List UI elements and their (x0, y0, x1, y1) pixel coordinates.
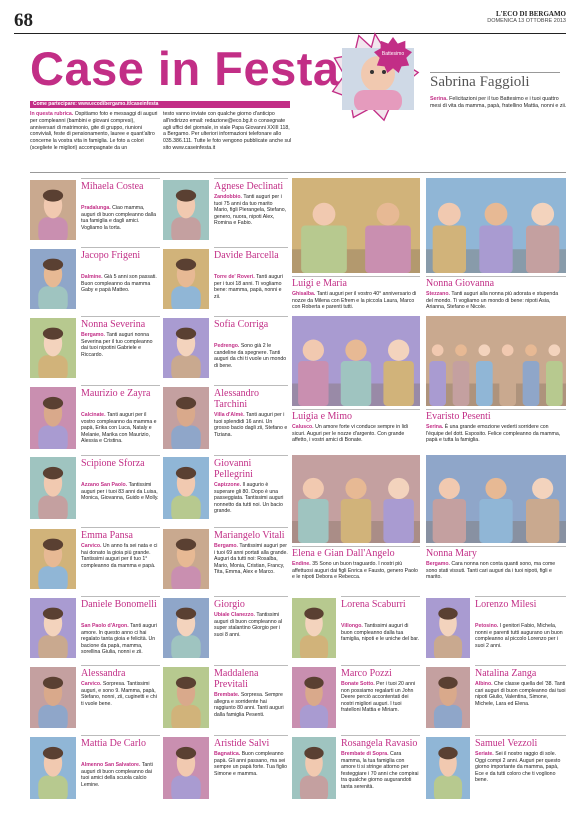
entry-message: Tanti auguri per i tuoi splendidi 16 anni. Un grosso bacio dagli zii, Stefano e Tiziana. (214, 412, 288, 438)
entry-place: Capizzone. (214, 482, 243, 488)
entry-text (214, 274, 288, 300)
entry-place: Bonate Sotto. (341, 681, 377, 687)
entry-place: Petosino. (475, 623, 500, 629)
entry-block (292, 665, 420, 732)
group-name: Nonna Mary (426, 548, 477, 559)
group-entry-block (292, 316, 420, 444)
entry-place: Azzano San Paolo. (81, 482, 129, 488)
header-rule (14, 33, 566, 34)
entry-block (426, 735, 566, 813)
entry-photo (163, 598, 209, 658)
group-text (426, 291, 566, 311)
entry-message: Tantissimi auguri di buon compleanno dalla tua famiglia, nipoti e le uniche del bar. (341, 623, 420, 643)
entry-name: Mihaela Costea (81, 181, 144, 192)
entry-block (30, 385, 160, 453)
entry-photo (163, 667, 209, 728)
group-separator (292, 409, 420, 410)
entry-block (30, 596, 160, 662)
featured-name: Sabrina Faggioli (430, 74, 530, 90)
entry-text (81, 762, 160, 788)
entry-block (426, 596, 566, 662)
group-place: Ghisalba. (292, 291, 317, 297)
entry-text (214, 751, 288, 777)
group-entry-block (426, 178, 566, 311)
entry-photo (163, 387, 209, 449)
entry-separator (214, 665, 288, 666)
entry-name: Alessandro Tarchini (214, 388, 259, 410)
entry-photo (30, 598, 76, 658)
entry-text (214, 543, 288, 576)
entry-message: Sorpresa. Tantissimi auguri, e sono 9. Mamma, papà, Stefano, nonni, zii, cuginetti e chi ti vuole bene. (81, 681, 157, 707)
entry-name: Rosangela Ravasio (341, 738, 418, 749)
entry-block (30, 316, 160, 382)
entry-place: Bagnatica. (214, 751, 242, 757)
group-place: Stezzano. (426, 291, 452, 297)
entry-message: Tantissimi auguri di buon compleanno al super stalantino Giorgio per i suoi 8 anni. (214, 612, 283, 638)
entry-photo (292, 667, 336, 728)
entry-separator (214, 527, 288, 528)
entry-separator (475, 665, 566, 666)
entry-place: Brembate di Sopra. (341, 751, 391, 757)
group-photo (426, 455, 566, 543)
group-entry-block (426, 455, 566, 581)
entry-separator (214, 455, 288, 456)
entry-separator (81, 385, 160, 386)
entry-separator (475, 596, 566, 597)
entry-block (30, 665, 160, 732)
entry-message: Sono già 2 le candeline da spegnere. Tanti auguri da chi ti vuole un mondo di bene. (214, 343, 287, 369)
entry-text (214, 692, 288, 718)
entry-name: Samuel Vezzoli (475, 738, 538, 749)
group-photo (426, 316, 566, 406)
entry-message: Per i tuoi 20 anni non possiamo regalarti un John Deere perciò accontentati dei nostri migliori auguri. I tuoi fratelloni Mattia e Miriam. (341, 681, 416, 714)
featured-place: Serina. (430, 96, 448, 102)
entry-photo (163, 318, 209, 378)
entry-name: Maurizio e Zayra (81, 388, 151, 399)
group-place: Bergamo. (426, 561, 452, 567)
entry-photo (30, 249, 76, 309)
group-place: Endine. (292, 561, 313, 567)
entry-message: Tanti auguri per i tuoi 18 anni. Ti vogliamo bene: mamma, papà, nonni e zii. (214, 274, 283, 300)
entry-place: Zandobbio. (214, 194, 244, 200)
entry-place: Almenno San Salvatore. (81, 762, 142, 768)
group-name: Elena e Gian Dall'Angelo (292, 548, 395, 559)
group-photo (292, 316, 420, 406)
group-name: Evaristo Pesenti (426, 411, 491, 422)
entry-place: Albino. (475, 681, 495, 687)
entry-text (475, 751, 566, 784)
entry-separator (81, 596, 160, 597)
entry-message: Già 5 anni son passati. Buon compleanno da mamma Gaby e papà Matteo. (81, 274, 157, 294)
publication-date: DOMENICA 13 OTTOBRE 2013 (487, 18, 566, 24)
group-separator (292, 276, 420, 277)
group-message: Tanti auguri alla nonna più adorata e stupenda del mondo. Ti vogliamo un mondo di bene: nipoti Asia, Arianna, Stefano e Nicole. (426, 291, 559, 311)
group-entry-block (292, 178, 420, 311)
masthead (487, 10, 566, 24)
group-photo (292, 178, 420, 273)
entry-name: Emma Pansa (81, 530, 133, 541)
entry-name: Daniele Bonomelli (81, 599, 157, 610)
group-entry-block (426, 316, 566, 444)
entry-separator (214, 178, 288, 179)
group-text (426, 424, 566, 444)
entry-message: Tantissimi auguri per i tuoi 69 anni portati alla grande. Auguri da tutti noi: Rosalba, Mario, Monia, Cristian, Francy, Tita, Emma, Alex e Marco. (214, 543, 288, 576)
entry-photo (163, 249, 209, 309)
entry-photo (30, 529, 76, 589)
entry-place: Torre de' Roveri. (214, 274, 257, 280)
entry-place: Pedrengo. (214, 343, 241, 349)
group-message: È una grande emozione vederti sorridere con l'équipe del dott. Esposito. Felice compleanno da mamma, papà e tutta la famiglia. (426, 424, 561, 444)
entry-name: Maddalena Previtali (214, 668, 259, 690)
entry-separator (214, 596, 288, 597)
entry-message: Tanti auguri per i tuoi 75 anni da tuo marito Mario, figli Pierangela, Stefano, genero, nuora, nipoti Alex, Romina e Fabio. (214, 194, 287, 227)
entry-text (81, 205, 160, 231)
group-text (426, 561, 566, 581)
entry-text (214, 343, 288, 369)
entry-block (163, 247, 288, 313)
entry-block (30, 178, 160, 244)
entry-text (81, 543, 160, 569)
entry-message: Buon compleanno papà. Gli anni passano, ma sei sempre un papà forte. Tua figlio Simone e mamma. (214, 751, 287, 777)
entry-block (163, 527, 288, 593)
entry-block (163, 178, 288, 244)
entry-message: Tanti auguri amore. In questo anno ci hai regalato tanta gioia e felicità. Un bacione da papà, mamma, sorellina Giulia, nonni e zii. (81, 623, 157, 656)
featured-message: Felicitazioni per il tuo Battesimo e i tuoi quattro mesi di vita da mamma, papà, fratellino Mattia, nonni e zii. (430, 96, 567, 110)
entry-message: Che classe quella del '38. Tanti cari auguri di buon compleanno dai tuoi nipoti Giulio, Valentina, Simone, Michele, Lara ed Elena. (475, 681, 566, 707)
group-separator (426, 409, 566, 410)
entry-name: Mariangelo Vitali (214, 530, 285, 541)
entry-separator (214, 735, 288, 736)
page-title: Case in Festa (30, 42, 340, 95)
entry-photo (163, 529, 209, 589)
entry-name: Lorenzo Milesi (475, 599, 537, 610)
entry-name: Giovanni Pellegrini (214, 458, 253, 480)
entry-message: Cara mamma, la tua famiglia con amore ti si stringe attorno per festeggiare i 70 anni che compirai tra qualche giorno augurandoti tanta serenità. (341, 751, 419, 790)
entry-text (214, 194, 288, 227)
entry-photo (163, 457, 209, 519)
entry-separator (341, 596, 420, 597)
entry-text (214, 612, 288, 638)
entry-text (81, 274, 160, 294)
entry-text (81, 623, 160, 656)
entry-separator (81, 735, 160, 736)
entry-name: Nonna Severina (81, 319, 146, 330)
entry-separator (81, 316, 160, 317)
entry-message: Un anno fa sei nata e ci hai donato la gioia più grande. Tantissimi auguri per il tuo 1° compleanno da mamma e papà. (81, 543, 158, 569)
entry-block (163, 665, 288, 732)
intro-text-2: testo vanno inviate con qualche giorno d'anticipo all'indirizzo email: redazione@eco.bg.it o consegnate agli uffici del giornale, in viale Papa Giovanni XXIII 118, a Bergamo. Per ulteriori informazioni telefonare allo 035.386.111. Tutte le foto vengono pubblicate anche sul sito www.caseinfesta.it (163, 111, 292, 151)
entry-separator (81, 247, 160, 248)
entry-photo (30, 737, 76, 799)
entry-place: Seriate. (475, 751, 496, 757)
entry-photo (163, 180, 209, 240)
entry-message: Sorpresa. Sempre allegra e sorridente hai raggiunto 80 anni. Tanti auguri dalla famiglia Pesenti. (214, 692, 284, 718)
intro-col-1 (30, 111, 158, 152)
entry-name: Sofia Corriga (214, 319, 269, 330)
entry-text (475, 681, 566, 707)
entry-name: Alessandra (81, 668, 126, 679)
entry-text (341, 623, 420, 643)
entry-text (214, 482, 288, 515)
entry-block (426, 665, 566, 732)
group-name: Luigia e Mimo (292, 411, 352, 422)
group-name: Nonna Giovanna (426, 278, 495, 289)
entry-name: Agnese Declinati (214, 181, 284, 192)
section-rule (30, 172, 566, 173)
entry-message: Sei il nostro raggio di sole. Oggi compi 2 anni. Auguri per questo giorno importante da mamma, papà, Ece e da tutti coloro che ti vogliono bene. (475, 751, 561, 784)
entry-photo (426, 598, 470, 658)
entry-name: Mattia De Carlo (81, 738, 146, 749)
entry-place: Brembate. (214, 692, 241, 698)
intro-text-1: Ospitiamo foto e messaggi di auguri per compleanni (bambini e giovani compresi), anniversari di matrimonio, gite di gruppo, riunioni conviviali, feste di pensionamento, lauree e quant'altro concerne la vostra vita in famiglia. Le foto a colori (scegliete le migliori) accompagnate da un (30, 111, 158, 151)
entry-photo (426, 667, 470, 728)
participate-link[interactable]: Come partecipare: www.ecodibergamo.it/caseinfesta (33, 101, 159, 107)
entry-separator (214, 385, 288, 386)
entry-place: Villongo. (341, 623, 365, 629)
entry-message: Tanti auguri di buon compleanno dai tuoi amici della scuola calcio Lemine. (81, 762, 153, 788)
entry-message: I genitori Fabio, Michela, nonni e parenti tutti augurano un buon compleanno al piccolo Lorenzo per i suoi 2 anni. (475, 623, 563, 649)
entry-message: Ciao mamma, auguri di buon compleanno dalla tua famiglia e dagli amici. Vogliamo la torta. (81, 205, 156, 231)
entry-text (341, 751, 420, 791)
entry-separator (81, 455, 160, 456)
entry-name: Lorena Scaburri (341, 599, 406, 610)
entry-message: Il augurio è superare gli 80. Dopo è una passeggiata. Tantissimi auguri nonnetto da tutti noi. Un bacio grande. (214, 482, 284, 515)
group-separator (292, 546, 420, 547)
entry-name: Marco Pozzi (341, 668, 392, 679)
entry-block (292, 596, 420, 662)
entry-place: Dalmine. (81, 274, 105, 280)
entry-text (475, 623, 566, 649)
group-text (292, 424, 420, 444)
intro-col-2 (163, 111, 293, 152)
entry-text (81, 412, 160, 445)
entry-block (163, 455, 288, 525)
entry-photo (30, 180, 76, 240)
entry-photo (30, 457, 76, 519)
entry-place: Carvico. (81, 543, 103, 549)
group-message: Tanti auguri per il vostro 40° anniversario di nozze da Milena con Efrem e la piccola Laura, Marco con Roberta e parenti tutti. (292, 291, 417, 311)
entry-block (30, 455, 160, 525)
group-separator (426, 276, 566, 277)
entry-separator (214, 316, 288, 317)
entry-place: San Paolo d'Argon. (81, 623, 131, 629)
entry-name: Giorgio (214, 599, 245, 610)
entry-name: Natalina Zanga (475, 668, 537, 679)
entry-separator (81, 665, 160, 666)
entry-separator (214, 247, 288, 248)
entry-block (163, 316, 288, 382)
group-place: Calusco. (292, 424, 316, 430)
intro-lead: In questa rubrica. (30, 111, 74, 117)
entry-block (163, 385, 288, 453)
participate-bar (30, 101, 290, 108)
group-separator (426, 546, 566, 547)
publication-name: L'ECO DI BERGAMO (495, 10, 566, 18)
entry-name: Scipione Sforza (81, 458, 145, 469)
group-message: Un amore forte vi conduce sempre in lidi sicuri. Auguri per le nozze d'argento. Con grande affetto, i vostri amici di Bonate. (292, 424, 408, 444)
entry-block (30, 247, 160, 313)
entry-separator (81, 527, 160, 528)
entry-text (81, 482, 160, 502)
featured-rule (430, 72, 560, 73)
group-text (292, 291, 420, 311)
entry-photo (30, 387, 76, 449)
battesimo-badge-label: Battesimo (381, 51, 405, 57)
entry-separator (341, 735, 420, 736)
entry-place: Bergamo. (214, 543, 240, 549)
entry-name: Davide Barcella (214, 250, 279, 261)
entry-place: Pradalunga. (81, 205, 113, 211)
group-message: 35 Sono un buon traguardo. I nostri più affettuosi auguri dai figli Enrica e Fausto, genero Paolo e le nipoti Debora e Rebecca. (292, 561, 418, 581)
entry-photo (292, 737, 336, 799)
entry-photo (292, 598, 336, 658)
entry-text (81, 332, 160, 358)
entry-separator (81, 178, 160, 179)
entry-name: Aristide Salvi (214, 738, 270, 749)
page-number: 68 (14, 10, 33, 31)
group-name: Luigi e Maria (292, 278, 347, 289)
entry-place: Carvico. (81, 681, 103, 687)
group-text (292, 561, 420, 581)
entry-text (214, 412, 288, 438)
entry-block (163, 596, 288, 662)
group-entry-block (292, 455, 420, 581)
entry-block (292, 735, 420, 813)
entry-block (30, 527, 160, 593)
entry-separator (341, 665, 420, 666)
entry-message: Tanti auguri per il vostro compleanno da mamma e papà, Erika con Luca, Nataly e Melanie, Marika con Maurizio, Alessia e Cristina. (81, 412, 157, 445)
entry-text (81, 681, 160, 707)
group-message: Cara nonna non conta quanti sono, ma come sono stati vissuti. Tanti cari auguri da i tuoi nipoti, figli e marito. (426, 561, 556, 581)
entry-photo (30, 667, 76, 728)
entry-place: Ubiale Clanezzo. (214, 612, 257, 618)
entry-separator (475, 735, 566, 736)
entry-photo (163, 737, 209, 799)
entry-text (341, 681, 420, 714)
group-photo (292, 455, 420, 543)
group-photo (426, 178, 566, 273)
entry-block (30, 735, 160, 813)
entry-message: Tantissimi auguri per i tuoi 83 anni da Luisa, Monica, Giovanna, Guido e Molly. (81, 482, 159, 502)
entry-photo (30, 318, 76, 378)
group-place: Serina. (426, 424, 445, 430)
entry-place: Bergamo. (81, 332, 107, 338)
featured-text (430, 96, 570, 110)
entry-photo (426, 737, 470, 799)
entry-place: Villa d'Almè. (214, 412, 246, 418)
entry-message: Tanti auguri nonna Severina per il tuo compleanno dai tuoi nipotini Gabriele e Riccardo. (81, 332, 153, 358)
entry-name: Jacopo Frigeni (81, 250, 141, 261)
entry-block (163, 735, 288, 813)
entry-place: Calcinate. (81, 412, 107, 418)
